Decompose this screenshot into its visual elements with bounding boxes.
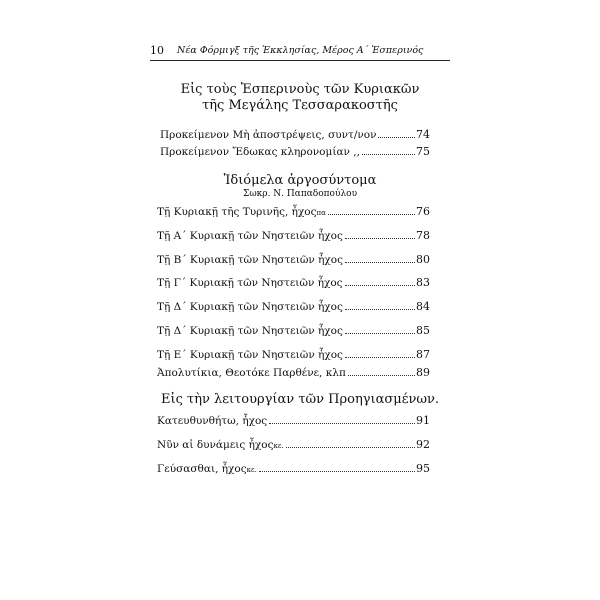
- tone-sign: κε.: [246, 466, 257, 474]
- toc-entry-label: Τῇ Ε΄ Κυριακῇ τῶν Νηστειῶν ἦχος: [157, 349, 343, 361]
- section2-subtitle: Σωκρ. Ν. Παπαδοπούλου: [242, 189, 358, 199]
- toc-entry-label: Γεύσασθαι, ἦχος: [157, 463, 247, 475]
- page-number: 10: [150, 44, 164, 57]
- leader-dots: [345, 333, 415, 334]
- toc-entry: [157, 366, 430, 379]
- toc-entry-page: 78: [416, 229, 430, 242]
- toc-entry-page: 87: [416, 348, 430, 361]
- leader-dots: [259, 471, 415, 472]
- leader-dots: [286, 447, 415, 448]
- leader-dots: [345, 357, 415, 358]
- toc-entry-page: 85: [416, 324, 430, 337]
- toc-entry-page: 91: [416, 414, 430, 427]
- toc-entry: [157, 276, 430, 289]
- toc-entry-page: 83: [416, 276, 430, 289]
- section3-title: Εἰς τὴν λειτουργίαν τῶν Προηγιασμένων.: [161, 392, 439, 407]
- toc-entry-label: Τῇ Γ΄ Κυριακῇ τῶν Νηστειῶν ἦχος: [157, 277, 343, 289]
- toc-entry-page: 89: [416, 366, 430, 379]
- toc-entry: [157, 438, 430, 451]
- toc-entry-label: Τῇ Δ΄ Κυριακῇ τῶν Νηστειῶν ἦχος: [157, 325, 343, 337]
- toc-entry-label: Ἀπολυτίκια, Θεοτόκε Παρθένε, κλπ: [157, 367, 346, 379]
- toc-entry-page: 92: [416, 438, 430, 451]
- toc-entry-label: Τῇ Κυριακῇ τῆς Τυρινῆς, ἦχος: [157, 206, 317, 218]
- toc-entry: [157, 324, 430, 337]
- section1-title-line1: Εἰς τοὺς Ἑσπερινοὺς τῶν Κυριακῶν: [180, 82, 420, 97]
- running-title: Νέα Φόρμιγξ τῆς Ἐκκλησίας, Μέρος Α΄ Ἑσπερινός: [177, 45, 424, 56]
- leader-dots: [345, 238, 415, 239]
- toc-entry-page: 74: [416, 128, 430, 141]
- leader-dots: [345, 285, 415, 286]
- toc-entry-page: 80: [416, 253, 430, 266]
- toc-entry: [157, 205, 430, 218]
- toc-entry: [157, 462, 430, 475]
- toc-entry-label: Τῇ Δ΄ Κυριακῇ τῶν Νηστειῶν ἦχος: [157, 301, 343, 313]
- toc-entry-label: Κατευθυνθήτω, ἦχος: [157, 415, 268, 427]
- toc-entry: [157, 300, 430, 313]
- section2-title: Ἰδιόμελα ἀργοσύντομα: [223, 173, 377, 188]
- toc-entry-page: 76: [416, 205, 430, 218]
- toc-entry-label: Τῇ Β΄ Κυριακῇ τῶν Νηστειῶν ἦχος: [157, 254, 343, 266]
- tone-sign: κε.: [273, 442, 284, 450]
- toc-entry: [160, 128, 430, 141]
- toc-entry: [160, 145, 430, 158]
- leader-dots: [348, 375, 415, 376]
- toc-entry-page: 75: [416, 145, 430, 158]
- tone-sign: πα: [316, 209, 326, 217]
- page-header: [150, 42, 450, 61]
- section1-title-line2: τῆς Μεγάλης Τεσσαρακοστῆς: [202, 98, 398, 113]
- leader-dots: [378, 137, 415, 138]
- toc-entry: [157, 348, 430, 361]
- toc-entry: [157, 253, 430, 266]
- toc-entry-label: Νῦν αἱ δυνάμεις ἦχος: [157, 439, 274, 451]
- leader-dots: [362, 154, 415, 155]
- toc-entry-label: Τῇ Α΄ Κυριακῇ τῶν Νηστειῶν ἦχος: [157, 230, 343, 242]
- leader-dots: [328, 214, 415, 215]
- toc-entry-page: 95: [416, 462, 430, 475]
- toc-entry-label: Προκείμενον Ἔδωκας κληρονομίαν ,,: [160, 146, 360, 158]
- leader-dots: [345, 309, 415, 310]
- toc-entry-label: Προκείμενον Μὴ ἀποστρέψεις, συντ/νον: [160, 129, 377, 141]
- toc-entry: [157, 229, 430, 242]
- leader-dots: [345, 262, 415, 263]
- leader-dots: [269, 423, 415, 424]
- toc-entry-page: 84: [416, 300, 430, 313]
- toc-entry: [157, 414, 430, 427]
